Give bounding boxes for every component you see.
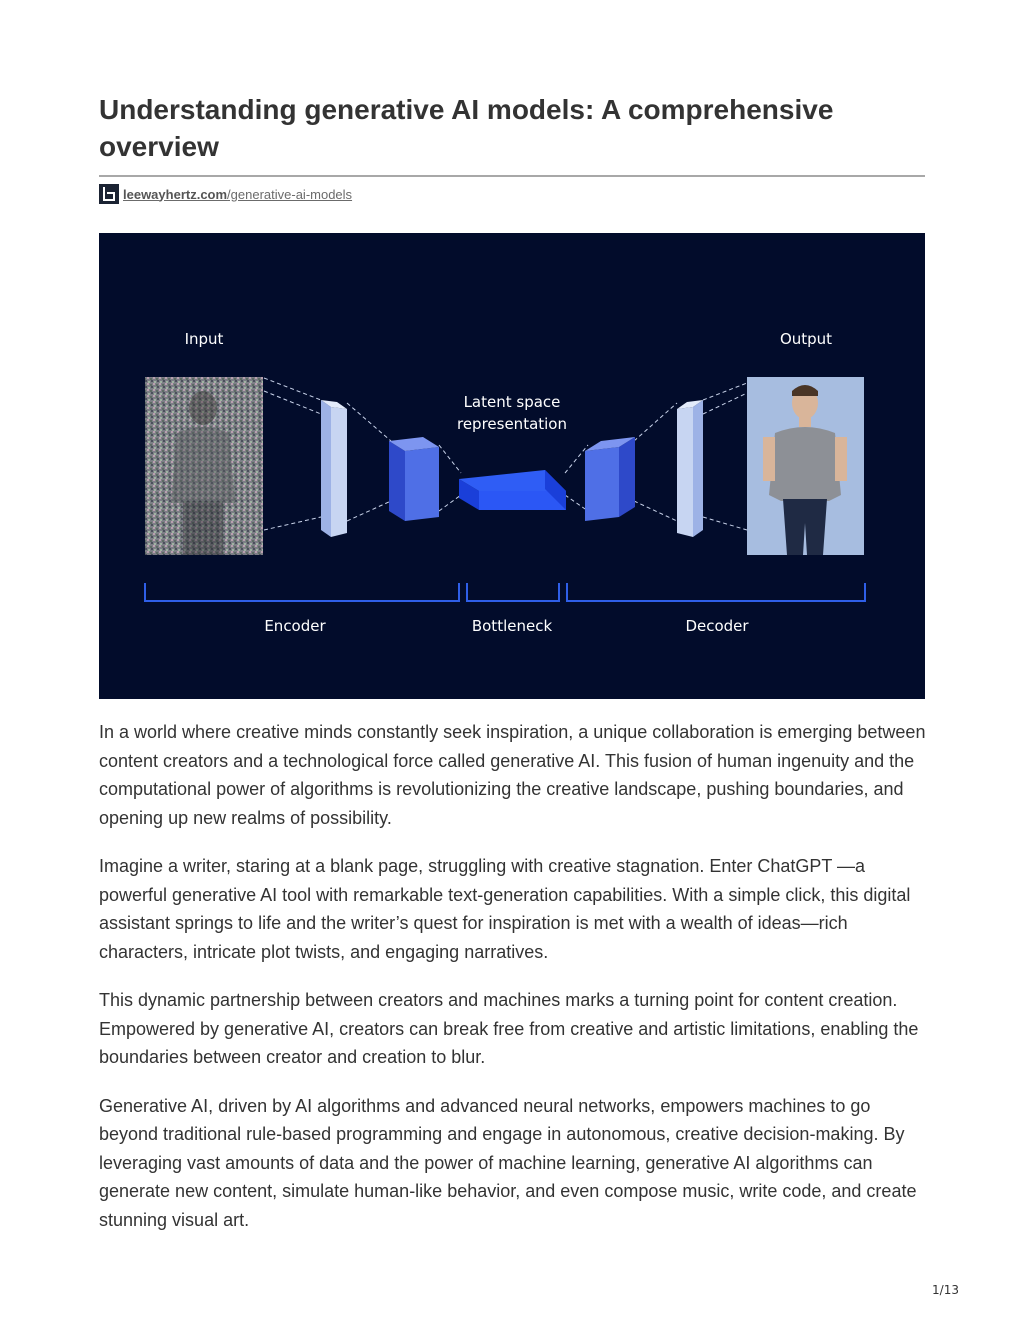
paragraph-4: Generative AI, driven by AI algorithms and advanced neural networks, empowers machines to go beyond traditional rule-based programming and engage in autonomous, creative decision-making. By leveraging vast amounts of data and the power of machine learning, generative AI algorithms can generate new content, simulate human-like behavior, and even compose music, write code, and create stunning visual art. xyxy=(99,1095,917,1230)
output-label: Output xyxy=(779,330,833,348)
paragraph-1: In a world where creative minds constantly seek inspiration, a unique collaboration is emerging between content creators and a technological force called generative AI. This fusion of human ingenuity and the computational power of algorithms is revolutionizing the creative landscape, pushing boundaries, and opening up new realms of possibility. xyxy=(99,722,926,828)
encoder-layer-2 xyxy=(389,437,439,521)
latent-space-label-line1: Latent space xyxy=(463,393,561,411)
source-domain: leewayhertz.com xyxy=(123,186,228,202)
encoder-label: Encoder xyxy=(264,617,326,635)
source-url-link[interactable] xyxy=(123,187,352,202)
bottleneck-block xyxy=(459,470,566,510)
page-title: Understanding generative AI models: A comprehensive overview xyxy=(99,94,834,162)
title-divider xyxy=(99,175,925,177)
bottleneck-label: Bottleneck xyxy=(471,617,553,635)
page-number: 1/13 xyxy=(932,1283,959,1297)
paragraph-3: This dynamic partnership between creators and machines marks a turning point for content creation. Empowered by generative AI, creators can break free from creative and artistic limitations, enabling the boundaries between creator and creation to blur. xyxy=(99,990,919,1067)
latent-space-label-line2: representation xyxy=(456,415,568,433)
autoencoder-diagram-svg xyxy=(99,233,925,699)
encoder-bracket xyxy=(145,583,459,601)
source-link-row xyxy=(99,183,352,205)
article-body xyxy=(99,718,929,1254)
input-label: Input xyxy=(184,330,224,348)
decoder-layer-2 xyxy=(585,437,635,521)
source-path: /generative-ai-models xyxy=(227,186,353,202)
encoder-layer-1 xyxy=(321,400,347,537)
paragraph-2: Imagine a writer, staring at a blank page, struggling with creative stagnation. Enter ChatGPT —a powerful generative AI tool with remarkable text-generation capabilities. With a simple click, this digital assistant springs to life and the writer’s quest for inspiration is met with a wealth of ideas—rich characters, intricate plot twists, and engaging narratives. xyxy=(99,856,911,962)
decoder-label: Decoder xyxy=(685,617,749,635)
section-brackets xyxy=(145,583,865,601)
autoencoder-diagram xyxy=(99,233,925,699)
decoder-bracket xyxy=(567,583,865,601)
site-favicon-icon xyxy=(99,184,119,204)
bottleneck-bracket xyxy=(467,583,559,601)
decoder-layer-1 xyxy=(677,400,703,537)
